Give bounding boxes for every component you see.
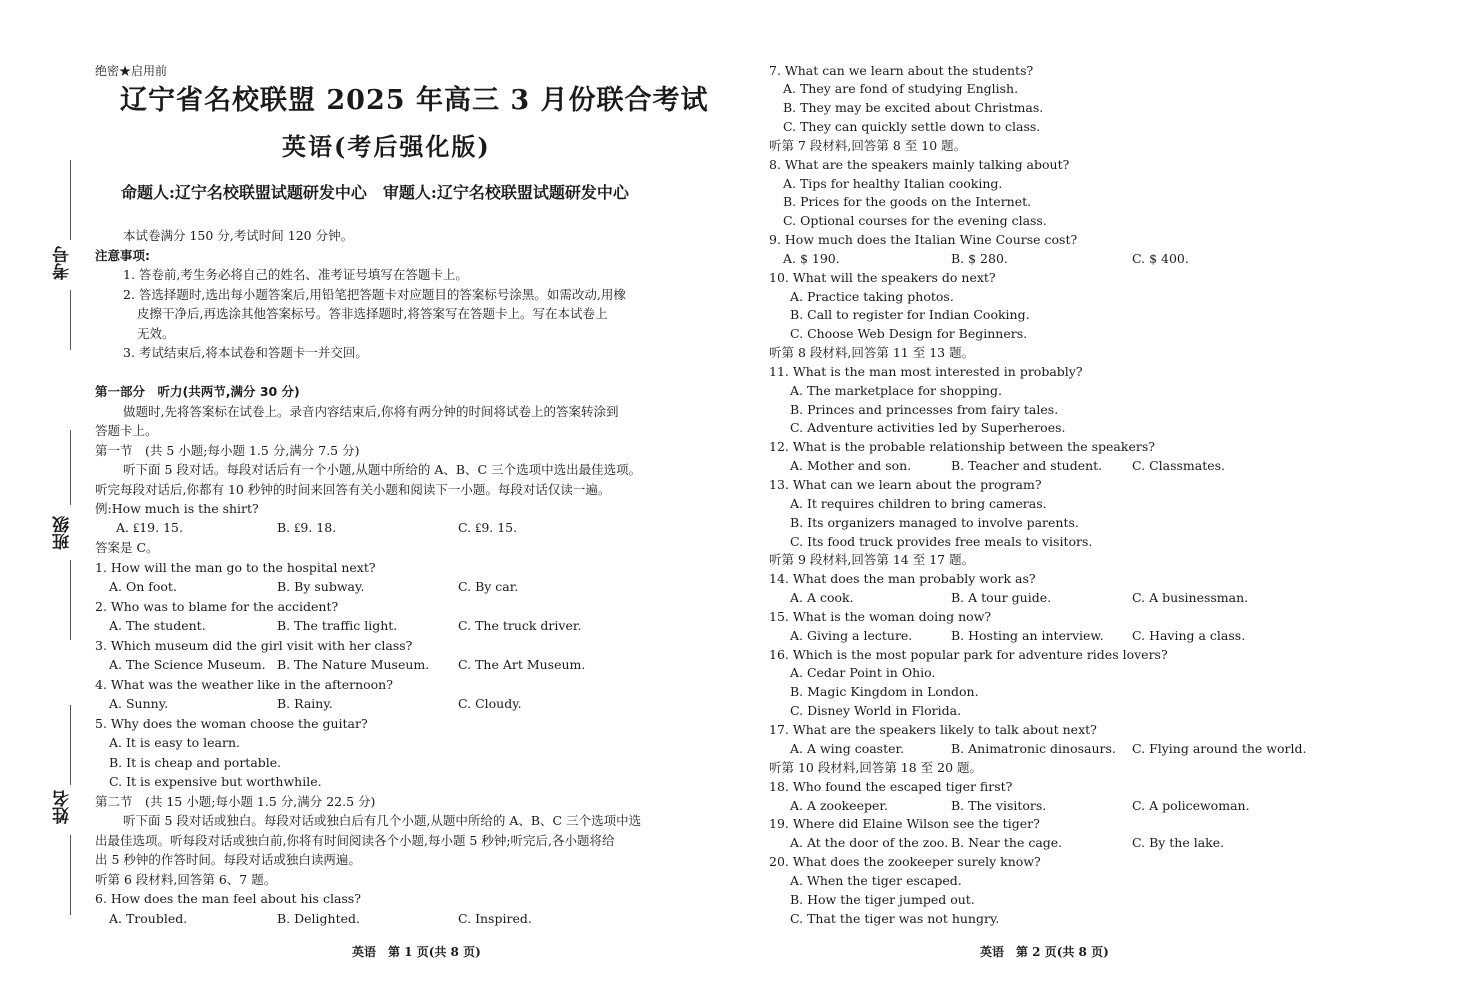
- authors-line: 命题人:辽宁名校联盟试题研发中心 审题人:辽宁名校联盟试题研发中心: [121, 183, 629, 202]
- confidential-mark: 绝密★启用前: [95, 64, 168, 78]
- part-1-instruction: 做题时,先将答案标在试卷上。录音内容结束后,你将有两分钟的时间将试卷上的答案转涂到: [123, 404, 619, 419]
- q6-option-a: A. Troubled.: [109, 911, 188, 926]
- note-1: 1. 答卷前,考生务必将自己的姓名、准考证号填写在答题卡上。: [123, 267, 468, 282]
- question-8: 8. What are the speakers mainly talking about?: [769, 157, 1070, 172]
- q18-option-a: A. A zookeeper.: [790, 798, 888, 813]
- q9-option-a: A. $ 190.: [783, 251, 840, 266]
- question-6: 6. How does the man feel about his class?: [95, 891, 361, 906]
- q11-option-c: C. Adventure activities led by Superheroes.: [790, 420, 1066, 435]
- q1-option-a: A. On foot.: [109, 579, 177, 594]
- q17-option-c: C. Flying around the world.: [1132, 741, 1307, 756]
- example-answer: 答案是 C。: [95, 540, 159, 555]
- question-13: 13. What can we learn about the program?: [769, 477, 1042, 492]
- note-3: 3. 考试结束后,将本试卷和答题卡一并交回。: [123, 345, 368, 360]
- q9-option-b: B. $ 280.: [951, 251, 1008, 266]
- q13-option-c: C. Its food truck provides free meals to visitors.: [790, 534, 1093, 549]
- q19-option-a: A. At the door of the zoo.: [790, 835, 949, 850]
- section-2-instruction-cont: 出 5 秒钟的作答时间。每段对话或独白读两遍。: [95, 852, 361, 867]
- q11-option-b: B. Princes and princesses from fairy tales.: [790, 402, 1059, 417]
- question-18: 18. Who found the escaped tiger first?: [769, 779, 1013, 794]
- notes-heading: 注意事项:: [95, 248, 150, 263]
- question-1: 1. How will the man go to the hospital next?: [95, 560, 376, 575]
- q9-option-c: C. $ 400.: [1132, 251, 1189, 266]
- material-7-heading: 听第 7 段材料,回答第 8 至 10 题。: [769, 138, 967, 153]
- q20-option-a: A. When the tiger escaped.: [790, 873, 962, 888]
- q20-option-c: C. That the tiger was not hungry.: [790, 911, 1000, 926]
- q17-option-a: A. A wing coaster.: [790, 741, 905, 756]
- section-1-instruction: 听下面 5 段对话。每段对话后有一个小题,从题中所给的 A、B、C 三个选项中选出最佳选项。: [123, 462, 642, 477]
- q8-option-b: B. Prices for the goods on the Internet.: [783, 194, 1032, 209]
- section-1-heading: 第一节 (共 5 小题;每小题 1.5 分,满分 7.5 分): [95, 443, 360, 458]
- q4-option-a: A. Sunny.: [109, 696, 169, 711]
- q19-option-c: C. By the lake.: [1132, 835, 1225, 850]
- exam-number-label: 考号: [53, 246, 73, 280]
- part-1-heading: 第一部分 听力(共两节,满分 30 分): [95, 384, 300, 399]
- q8-option-a: A. Tips for healthy Italian cooking.: [783, 176, 1003, 191]
- q1-option-b: B. By subway.: [277, 579, 365, 594]
- question-3: 3. Which museum did the girl visit with her class?: [95, 638, 413, 653]
- q8-option-c: C. Optional courses for the evening class.: [783, 213, 1047, 228]
- q13-option-a: A. It requires children to bring cameras.: [790, 496, 1047, 511]
- question-14: 14. What does the man probably work as?: [769, 571, 1036, 586]
- name-label: 姓名: [53, 790, 73, 824]
- question-17: 17. What are the speakers likely to talk about next?: [769, 722, 1097, 737]
- note-2-cont: 皮擦干净后,再选涂其他答案标号。答非选择题时,将答案写在答题卡上。写在本试卷上: [137, 306, 608, 321]
- q17-option-b: B. Animatronic dinosaurs.: [951, 741, 1116, 756]
- q3-option-a: A. The Science Museum.: [109, 657, 266, 672]
- note-2: 2. 答选择题时,选出每小题答案后,用铅笔把答题卡对应题目的答案标号涂黑。如需改动,用橡: [123, 287, 626, 302]
- q16-option-b: B. Magic Kingdom in London.: [790, 684, 979, 699]
- question-11: 11. What is the man most interested in probably?: [769, 364, 1083, 379]
- example-question: 例:How much is the shirt?: [95, 501, 259, 516]
- q10-option-a: A. Practice taking photos.: [790, 289, 954, 304]
- question-20: 20. What does the zookeeper surely know?: [769, 854, 1041, 869]
- q10-option-c: C. Choose Web Design for Beginners.: [790, 326, 1028, 341]
- q15-option-a: A. Giving a lecture.: [790, 628, 913, 643]
- q15-option-b: B. Hosting an interview.: [951, 628, 1104, 643]
- q7-option-a: A. They are fond of studying English.: [783, 81, 1019, 96]
- example-option-b: B. ₤9. 18.: [277, 520, 337, 535]
- question-7: 7. What can we learn about the students?: [769, 63, 1034, 78]
- section-2-instruction-cont: 出最佳选项。听每段对话或独白前,你将有时间阅读各个小题,每小题 5 秒钟;听完后,各小题将给: [95, 833, 615, 848]
- q6-option-b: B. Delighted.: [277, 911, 360, 926]
- q10-option-b: B. Call to register for Indian Cooking.: [790, 307, 1030, 322]
- q12-option-c: C. Classmates.: [1132, 458, 1226, 473]
- q2-option-b: B. The traffic light.: [277, 618, 398, 633]
- section-1-instruction-cont: 听完每段对话后,你都有 10 秒钟的时间来回答有关小题和阅读下一小题。每段对话仅读一遍。: [95, 482, 611, 497]
- question-4: 4. What was the weather like in the afternoon?: [95, 677, 393, 692]
- q16-option-c: C. Disney World in Florida.: [790, 703, 962, 718]
- q5-option-a: A. It is easy to learn.: [109, 735, 240, 750]
- q11-option-a: A. The marketplace for shopping.: [790, 383, 1002, 398]
- q14-option-b: B. A tour guide.: [951, 590, 1052, 605]
- question-15: 15. What is the woman doing now?: [769, 609, 992, 624]
- q3-option-c: C. The Art Museum.: [458, 657, 586, 672]
- exam-subtitle: 英语(考后强化版): [282, 132, 491, 161]
- question-5: 5. Why does the woman choose the guitar?: [95, 716, 368, 731]
- question-12: 12. What is the probable relationship between the speakers?: [769, 439, 1155, 454]
- q2-option-a: A. The student.: [109, 618, 206, 633]
- section-2-instruction: 听下面 5 段对话或独白。每段对话或独白后有几个小题,从题中所给的 A、B、C 三个选项中选: [123, 813, 642, 828]
- q12-option-a: A. Mother and son.: [790, 458, 912, 473]
- question-2: 2. Who was to blame for the accident?: [95, 599, 339, 614]
- q7-option-c: C. They can quickly settle down to class.: [783, 119, 1041, 134]
- section-2-heading: 第二节 (共 15 小题;每小题 1.5 分,满分 22.5 分): [95, 794, 376, 809]
- q4-option-c: C. Cloudy.: [458, 696, 522, 711]
- q4-option-b: B. Rainy.: [277, 696, 333, 711]
- q18-option-b: B. The visitors.: [951, 798, 1047, 813]
- q5-option-b: B. It is cheap and portable.: [109, 755, 282, 770]
- q19-option-b: B. Near the cage.: [951, 835, 1063, 850]
- question-9: 9. How much does the Italian Wine Course cost?: [769, 232, 1078, 247]
- q12-option-b: B. Teacher and student.: [951, 458, 1103, 473]
- material-8-heading: 听第 8 段材料,回答第 11 至 13 题。: [769, 345, 975, 360]
- q14-option-c: C. A businessman.: [1132, 590, 1249, 605]
- q18-option-c: C. A policewoman.: [1132, 798, 1250, 813]
- question-19: 19. Where did Elaine Wilson see the tiger?: [769, 816, 1040, 831]
- q1-option-c: C. By car.: [458, 579, 519, 594]
- example-option-c: C. ₤9. 15.: [458, 520, 518, 535]
- q6-option-c: C. Inspired.: [458, 911, 532, 926]
- q16-option-a: A. Cedar Point in Ohio.: [790, 665, 936, 680]
- score-info: 本试卷满分 150 分,考试时间 120 分钟。: [123, 228, 354, 243]
- material-10-heading: 听第 10 段材料,回答第 18 至 20 题。: [769, 760, 983, 775]
- question-10: 10. What will the speakers do next?: [769, 270, 996, 285]
- class-label: 班级: [53, 516, 73, 550]
- material-9-heading: 听第 9 段材料,回答第 14 至 17 题。: [769, 552, 975, 567]
- page-footer: 英语 第 1 页(共 8 页): [352, 945, 481, 959]
- q15-option-c: C. Having a class.: [1132, 628, 1246, 643]
- q2-option-c: C. The truck driver.: [458, 618, 582, 633]
- example-option-a: A. ₤19. 15.: [116, 520, 183, 535]
- q5-option-c: C. It is expensive but worthwhile.: [109, 774, 322, 789]
- q20-option-b: B. How the tiger jumped out.: [790, 892, 975, 907]
- question-16: 16. Which is the most popular park for adventure rides lovers?: [769, 647, 1168, 662]
- part-1-instruction-cont: 答题卡上。: [95, 423, 158, 438]
- page-footer: 英语 第 2 页(共 8 页): [980, 945, 1109, 959]
- material-6-heading: 听第 6 段材料,回答第 6、7 题。: [95, 872, 277, 887]
- q7-option-b: B. They may be excited about Christmas.: [783, 100, 1044, 115]
- exam-title: 辽宁省名校联盟 2025 年高三 3 月份联合考试: [120, 85, 709, 116]
- page-1: [0, 0, 729, 1006]
- q14-option-a: A. A cook.: [790, 590, 854, 605]
- page-2: [730, 0, 1459, 1006]
- q3-option-b: B. The Nature Museum.: [277, 657, 430, 672]
- q13-option-b: B. Its organizers managed to involve parents.: [790, 515, 1079, 530]
- note-2-cont: 无效。: [137, 326, 175, 341]
